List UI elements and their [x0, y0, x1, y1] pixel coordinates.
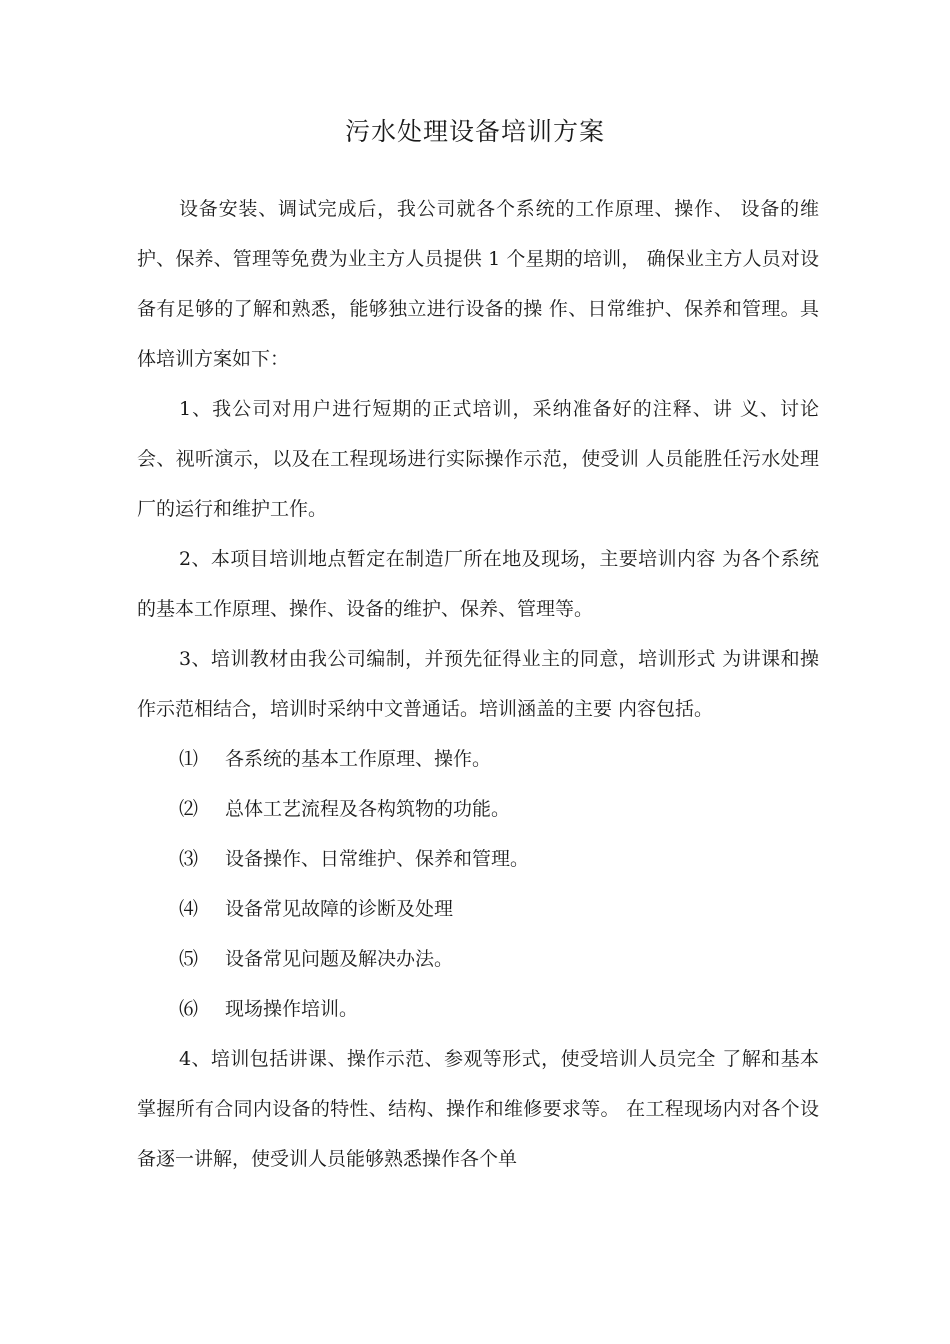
list-item-text: 现场操作培训。 — [225, 998, 359, 1020]
list-item-number: ⑹ — [179, 998, 199, 1020]
paragraph-1: 1、我公司对用户进行短期的正式培训，采纳准备好的注释、讲 义、讨论会、视听演示，以及在工程现场进行实际操作示范，使受训 人员能胜任污水处理厂的运行和维护工作。 — [137, 398, 819, 520]
list-item-number: ⑶ — [179, 848, 199, 870]
list-item-number: ⑴ — [179, 748, 199, 770]
list-item — [137, 884, 819, 934]
list-item-text: 设备操作、日常维护、保养和管理。 — [225, 848, 530, 870]
list-item-text: 设备常见问题及解决办法。 — [225, 948, 454, 970]
list-item-number: ⑵ — [179, 798, 199, 820]
list-item — [137, 834, 819, 884]
paragraph-4: 4、培训包括讲课、操作示范、参观等形式，使受培训人员完全 了解和基本掌握所有合同内设备的特性、结构、操作和维修要求等。 在工程现场内对各个设备逐一讲解，使受训人员能够熟悉操作各个单 — [137, 1048, 819, 1170]
list-item-number: ⑷ — [179, 898, 199, 920]
list-item-number: ⑸ — [179, 948, 199, 970]
list-item-text: 设备常见故障的诊断及处理 — [225, 898, 454, 920]
intro-paragraph: 设备安装、调试完成后，我公司就各个系统的工作原理、操作、 设备的维护、保养、管理等免费为业主方人员提供 1 个星期的培训， 确保业主方人员对设备有足够的了解和熟悉，能够独立进行设备的操 作、日常维护、保养和管理。具体培训方案如下： — [137, 198, 819, 370]
list-item — [137, 784, 819, 834]
document-body — [137, 184, 819, 1184]
list-item — [137, 984, 819, 1034]
list-item — [137, 934, 819, 984]
list-item — [137, 734, 819, 784]
paragraph-3: 3、培训教材由我公司编制，并预先征得业主的同意，培训形式 为讲课和操作示范相结合，培训时采纳中文普通话。培训涵盖的主要 内容包括。 — [137, 648, 819, 720]
paragraph-2: 2、本项目培训地点暂定在制造厂所在地及现场，主要培训内容 为各个系统的基本工作原理、操作、设备的维护、保养、管理等。 — [137, 548, 819, 620]
list-item-text: 各系统的基本工作原理、操作。 — [225, 748, 492, 770]
document-title: 污水处理设备培训方案 — [344, 117, 605, 146]
training-content-list — [137, 734, 819, 1034]
list-item-text: 总体工艺流程及各构筑物的功能。 — [225, 798, 511, 820]
